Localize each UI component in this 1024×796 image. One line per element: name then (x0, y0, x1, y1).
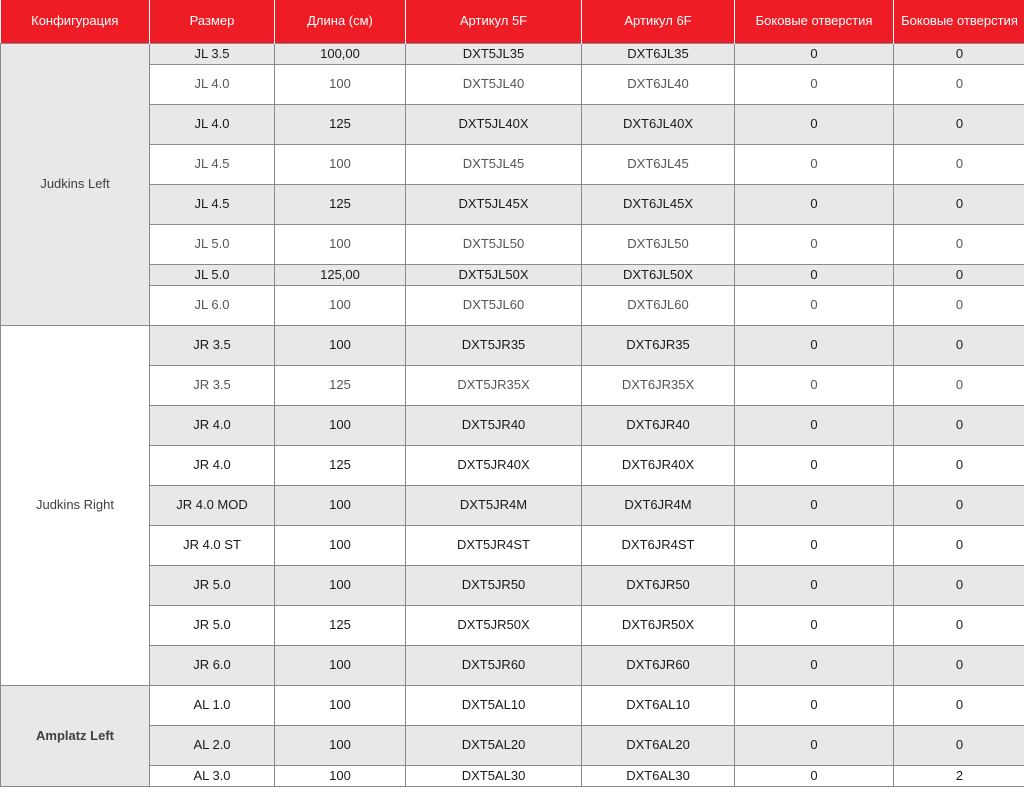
length-cell: 100 (275, 325, 406, 365)
table-row (1, 264, 1024, 285)
table-body (1, 43, 1024, 786)
size-cell: JR 4.0 (150, 405, 275, 445)
article-5f-cell: DXT5JL45X (406, 184, 582, 224)
article-6f-cell: DXT6JR35 (582, 325, 735, 365)
table-row (1, 445, 1024, 485)
length-cell: 100 (275, 565, 406, 605)
article-6f-cell: DXT6AL30 (582, 765, 735, 786)
side-holes-cell: 0 (735, 485, 894, 525)
size-cell: JL 4.0 (150, 64, 275, 104)
size-cell: JL 4.5 (150, 184, 275, 224)
article-5f-cell: DXT5JR50X (406, 605, 582, 645)
side-holes-cell: 0 (735, 264, 894, 285)
side-holes-cell: 0 (735, 224, 894, 264)
side-holes-2-cell: 0 (894, 184, 1024, 224)
size-cell: JL 3.5 (150, 43, 275, 64)
size-cell: JR 5.0 (150, 565, 275, 605)
article-5f-cell: DXT5JR4ST (406, 525, 582, 565)
size-cell: JR 3.5 (150, 325, 275, 365)
side-holes-cell: 0 (735, 325, 894, 365)
header-row (1, 0, 1024, 43)
table-row (1, 485, 1024, 525)
article-5f-cell: DXT5JR60 (406, 645, 582, 685)
size-cell: JL 5.0 (150, 264, 275, 285)
article-5f-cell: DXT5JL35 (406, 43, 582, 64)
length-cell: 125 (275, 445, 406, 485)
side-holes-cell: 0 (735, 765, 894, 786)
article-6f-cell: DXT6JR35X (582, 365, 735, 405)
article-5f-cell: DXT5JL50 (406, 224, 582, 264)
side-holes-2-cell: 0 (894, 645, 1024, 685)
side-holes-cell: 0 (735, 445, 894, 485)
header-configuration: Конфигурация (1, 0, 150, 43)
article-6f-cell: DXT6JL45 (582, 144, 735, 184)
length-cell: 100 (275, 224, 406, 264)
article-6f-cell: DXT6AL20 (582, 725, 735, 765)
table-row (1, 685, 1024, 725)
article-6f-cell: DXT6JR4ST (582, 525, 735, 565)
table-row (1, 605, 1024, 645)
header-article-5f: Артикул 5F (406, 0, 582, 43)
table-row (1, 405, 1024, 445)
side-holes-cell: 0 (735, 184, 894, 224)
header-article-6f: Артикул 6F (582, 0, 735, 43)
table-row (1, 645, 1024, 685)
side-holes-2-cell: 0 (894, 445, 1024, 485)
article-6f-cell: DXT6JR60 (582, 645, 735, 685)
article-5f-cell: DXT5JL45 (406, 144, 582, 184)
table-row (1, 565, 1024, 605)
side-holes-2-cell: 0 (894, 565, 1024, 605)
length-cell: 125,00 (275, 264, 406, 285)
table-row (1, 224, 1024, 264)
length-cell: 100 (275, 645, 406, 685)
article-5f-cell: DXT5JL50X (406, 264, 582, 285)
article-6f-cell: DXT6JL45X (582, 184, 735, 224)
length-cell: 100 (275, 405, 406, 445)
length-cell: 100 (275, 525, 406, 565)
article-6f-cell: DXT6JL50X (582, 264, 735, 285)
side-holes-cell: 0 (735, 565, 894, 605)
table-row (1, 43, 1024, 64)
table-row (1, 285, 1024, 325)
side-holes-2-cell: 0 (894, 224, 1024, 264)
side-holes-2-cell: 0 (894, 605, 1024, 645)
configuration-cell: Judkins Right (1, 325, 150, 685)
article-6f-cell: DXT6JR50X (582, 605, 735, 645)
article-6f-cell: DXT6JL50 (582, 224, 735, 264)
side-holes-cell: 0 (735, 645, 894, 685)
side-holes-2-cell: 0 (894, 525, 1024, 565)
header-length: Длина (см) (275, 0, 406, 43)
article-5f-cell: DXT5AL20 (406, 725, 582, 765)
article-5f-cell: DXT5AL30 (406, 765, 582, 786)
article-5f-cell: DXT5JL60 (406, 285, 582, 325)
header-side-holes-2: Боковые отверстия (894, 0, 1024, 43)
size-cell: AL 1.0 (150, 685, 275, 725)
side-holes-2-cell: 0 (894, 64, 1024, 104)
table-row (1, 64, 1024, 104)
size-cell: JL 6.0 (150, 285, 275, 325)
side-holes-2-cell: 0 (894, 285, 1024, 325)
side-holes-2-cell: 0 (894, 264, 1024, 285)
article-6f-cell: DXT6JR40X (582, 445, 735, 485)
article-5f-cell: DXT5JR50 (406, 565, 582, 605)
article-6f-cell: DXT6JL60 (582, 285, 735, 325)
length-cell: 100 (275, 685, 406, 725)
size-cell: JR 6.0 (150, 645, 275, 685)
length-cell: 100 (275, 765, 406, 786)
article-6f-cell: DXT6JR50 (582, 565, 735, 605)
length-cell: 100 (275, 285, 406, 325)
side-holes-2-cell: 0 (894, 325, 1024, 365)
header-size: Размер (150, 0, 275, 43)
side-holes-cell: 0 (735, 104, 894, 144)
table-row (1, 765, 1024, 786)
size-cell: AL 3.0 (150, 765, 275, 786)
table-row (1, 365, 1024, 405)
article-6f-cell: DXT6AL10 (582, 685, 735, 725)
article-5f-cell: DXT5JL40 (406, 64, 582, 104)
article-6f-cell: DXT6JR4M (582, 485, 735, 525)
configuration-cell: Amplatz Left (1, 685, 150, 786)
table-row (1, 184, 1024, 224)
side-holes-2-cell: 0 (894, 725, 1024, 765)
table-row (1, 525, 1024, 565)
article-6f-cell: DXT6JL35 (582, 43, 735, 64)
side-holes-2-cell: 0 (894, 365, 1024, 405)
table-row (1, 144, 1024, 184)
article-5f-cell: DXT5JR35X (406, 365, 582, 405)
size-cell: JR 5.0 (150, 605, 275, 645)
article-6f-cell: DXT6JL40X (582, 104, 735, 144)
article-6f-cell: DXT6JL40 (582, 64, 735, 104)
article-5f-cell: DXT5JR40X (406, 445, 582, 485)
length-cell: 125 (275, 605, 406, 645)
length-cell: 125 (275, 184, 406, 224)
size-cell: JR 4.0 (150, 445, 275, 485)
side-holes-2-cell: 0 (894, 485, 1024, 525)
length-cell: 100 (275, 485, 406, 525)
side-holes-2-cell: 0 (894, 405, 1024, 445)
size-cell: JL 4.0 (150, 104, 275, 144)
configuration-cell: Judkins Left (1, 43, 150, 325)
side-holes-cell: 0 (735, 525, 894, 565)
side-holes-2-cell: 0 (894, 685, 1024, 725)
length-cell: 100 (275, 144, 406, 184)
article-5f-cell: DXT5JR35 (406, 325, 582, 365)
length-cell: 100,00 (275, 43, 406, 64)
side-holes-cell: 0 (735, 405, 894, 445)
size-cell: JL 5.0 (150, 224, 275, 264)
header-side-holes: Боковые отверстия (735, 0, 894, 43)
side-holes-cell: 0 (735, 365, 894, 405)
side-holes-cell: 0 (735, 605, 894, 645)
length-cell: 125 (275, 104, 406, 144)
article-5f-cell: DXT5AL10 (406, 685, 582, 725)
size-cell: JR 4.0 MOD (150, 485, 275, 525)
side-holes-cell: 0 (735, 725, 894, 765)
length-cell: 100 (275, 725, 406, 765)
side-holes-cell: 0 (735, 685, 894, 725)
side-holes-2-cell: 0 (894, 144, 1024, 184)
side-holes-cell: 0 (735, 43, 894, 64)
size-cell: JL 4.5 (150, 144, 275, 184)
table-row (1, 104, 1024, 144)
size-cell: JR 3.5 (150, 365, 275, 405)
side-holes-2-cell: 0 (894, 104, 1024, 144)
article-5f-cell: DXT5JL40X (406, 104, 582, 144)
side-holes-cell: 0 (735, 285, 894, 325)
article-6f-cell: DXT6JR40 (582, 405, 735, 445)
length-cell: 100 (275, 64, 406, 104)
table-row (1, 725, 1024, 765)
length-cell: 125 (275, 365, 406, 405)
article-5f-cell: DXT5JR4M (406, 485, 582, 525)
size-cell: JR 4.0 ST (150, 525, 275, 565)
side-holes-cell: 0 (735, 144, 894, 184)
size-cell: AL 2.0 (150, 725, 275, 765)
article-5f-cell: DXT5JR40 (406, 405, 582, 445)
side-holes-2-cell: 0 (894, 43, 1024, 64)
side-holes-2-cell: 2 (894, 765, 1024, 786)
side-holes-cell: 0 (735, 64, 894, 104)
table-row (1, 325, 1024, 365)
